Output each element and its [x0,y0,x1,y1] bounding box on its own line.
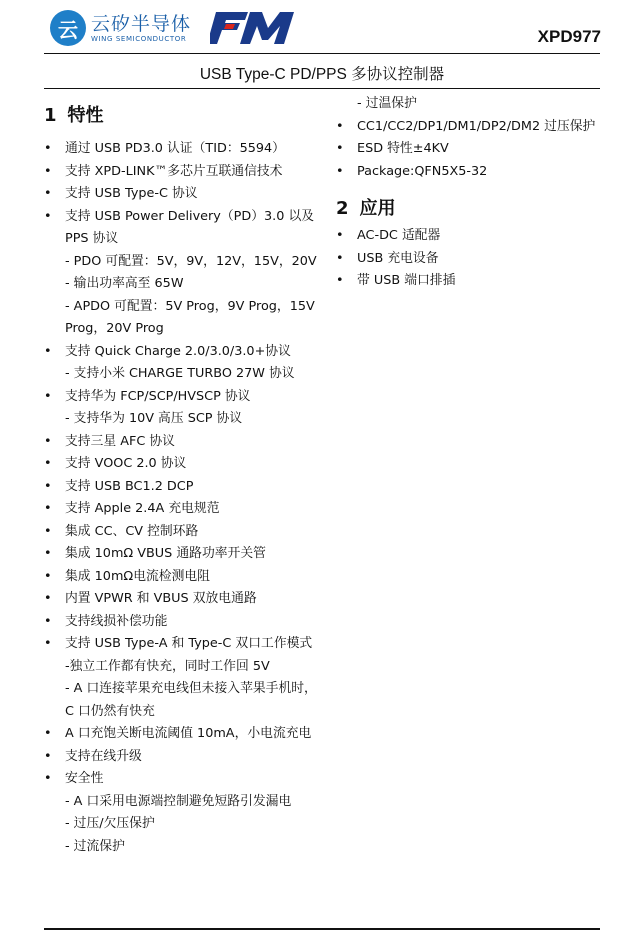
list-item: • 通过 USB PD3.0 认证（TID：5594） [44,138,334,161]
sub-item: - PDO 可配置：5V，9V，12V，15V，20V [65,253,317,269]
sub-item: - 过流保护 [65,838,125,854]
list-item: • AC-DC 适配器 [336,225,606,248]
list-item: • 带 USB 端口排插 [336,270,606,293]
list-item: • 支持三星 AFC 协议 [44,431,334,454]
header-rule [44,53,600,54]
list-item: • USB 充电设备 [336,248,606,271]
list-item: • 支持在线升级 [44,746,334,769]
sub-item-continuation: C 口仍然有快充 [65,703,155,719]
fm-brand-logo [210,12,294,44]
list-item: • Package:QFN5X5-32 [336,161,606,184]
sub-item-continuation: Prog，20V Prog [65,321,164,336]
sub-item: -独立工作都有快充，同时工作回 5V [65,658,270,674]
list-item: • ESD 特性±4KV [336,138,606,161]
applications-list [336,225,606,293]
list-item: • 集成 10mΩ VBUS 通路功率开关管 [44,543,334,566]
logo-chinese-name: 云矽半导体 [91,12,192,35]
document-id: XPD977 [537,27,601,46]
sub-item: - A 口采用电源端控制避免短路引发漏电 [65,793,292,809]
list-item: • 支持 XPD-LINK™多芯片互联通信技术 [44,161,334,184]
right-column [336,93,606,293]
list-item: • 安全性 [44,768,334,791]
sub-item: - 支持小米 CHARGE TURBO 27W 协议 [65,366,295,381]
subtitle-rule [44,88,600,89]
list-item-continuation: PPS 协议 [65,231,119,246]
sub-item: - 过压/欠压保护 [65,816,155,831]
list-item: • 支持 VOOC 2.0 协议 [44,453,334,476]
section-title-features: 1 特性 [44,105,104,126]
list-item: • 支持 USB BC1.2 DCP [44,476,334,499]
list-item: • A 口充饱关断电流阈值 10mA，小电流充电 [44,723,334,746]
list-item: • CC1/CC2/DP1/DM1/DP2/DM2 过压保护 [336,116,606,139]
sub-item: - A 口连接苹果充电线但未接入苹果手机时， [65,681,317,696]
company-logo [50,10,191,46]
section-title-applications: 2 应用 [336,198,396,219]
features-column [44,102,334,858]
list-item: • 支持 USB Power Delivery（PD）3.0 以及 [44,206,334,229]
list-item: • 内置 VPWR 和 VBUS 双放电通路 [44,588,334,611]
footer-rule [44,928,600,930]
sub-item: - 支持华为 10V 高压 SCP 协议 [65,411,243,426]
list-item: • 支持华为 FCP/SCP/HVSCP 协议 [44,386,334,409]
list-item: • 支持 Apple 2.4A 充电规范 [44,498,334,521]
list-item: • 支持 USB Type-A 和 Type-C 双口工作模式 [44,633,334,656]
list-item: • 集成 CC、CV 控制环路 [44,521,334,544]
sub-item: - 过温保护 [357,96,417,111]
list-item: • 集成 10mΩ电流检测电阻 [44,566,334,589]
sub-item: - 输出功率高至 65W [65,276,184,291]
list-item: • 支持 Quick Charge 2.0/3.0/3.0+协议 [44,341,334,364]
sub-item: - APDO 可配置：5V Prog，9V Prog，15V [65,298,315,314]
list-item: • 支持 USB Type-C 协议 [44,183,334,206]
features-list-continued [336,93,606,183]
page-header [0,0,641,60]
list-item: • 支持线损补偿功能 [44,611,334,634]
logo-mark-icon: 云 [50,10,86,46]
logo-english-name: WING SEMICONDUCTOR [91,34,187,43]
features-list [44,138,334,858]
document-subtitle: USB Type-C PD/PPS 多协议控制器 [199,66,445,83]
